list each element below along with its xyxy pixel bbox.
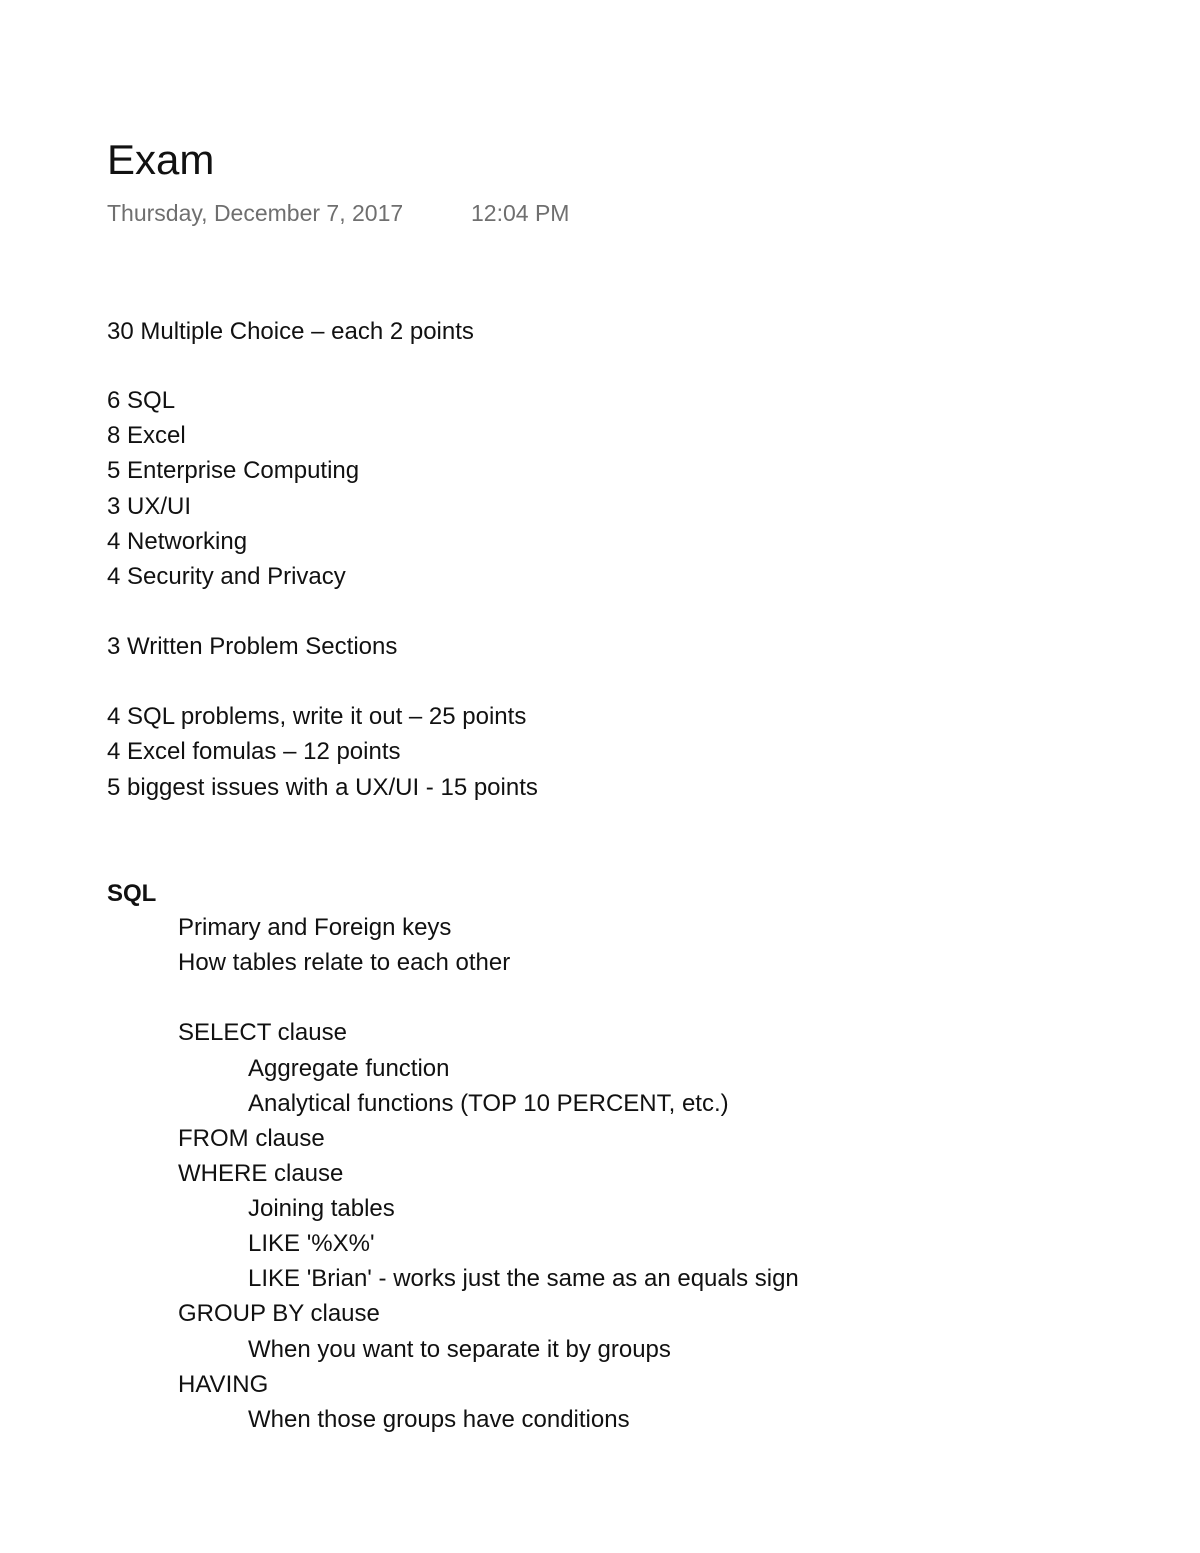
sql-like-exact: LIKE 'Brian' - works just the same as an equals sign: [248, 1265, 799, 1292]
note-date: Thursday, December 7, 2017: [107, 200, 404, 226]
written-sections-heading: 3 Written Problem Sections: [107, 633, 398, 660]
written-item: 4 Excel fomulas – 12 points: [107, 738, 401, 765]
sql-aggregate: Aggregate function: [248, 1055, 450, 1082]
sql-relations: How tables relate to each other: [178, 949, 511, 976]
sql-joining: Joining tables: [248, 1195, 395, 1222]
sql-having-clause: HAVING: [178, 1371, 269, 1398]
sql-from-clause: FROM clause: [178, 1125, 325, 1152]
sql-keys: Primary and Foreign keys: [178, 914, 452, 941]
multiple-choice-summary: 30 Multiple Choice – each 2 points: [107, 318, 474, 345]
topic-item: 8 Excel: [107, 422, 186, 449]
sql-having-desc: When those groups have conditions: [248, 1406, 630, 1433]
topic-item: 5 Enterprise Computing: [107, 457, 360, 484]
topic-item: 3 UX/UI: [107, 493, 192, 520]
sql-select-clause: SELECT clause: [178, 1019, 347, 1046]
written-item: 5 biggest issues with a UX/UI - 15 points: [107, 774, 538, 801]
topic-item: 4 Networking: [107, 528, 248, 555]
note-time: 12:04 PM: [471, 200, 570, 226]
page-title: Exam: [107, 136, 215, 183]
topic-item: 4 Security and Privacy: [107, 563, 346, 590]
sql-where-clause: WHERE clause: [178, 1160, 344, 1187]
topic-item: 6 SQL: [107, 387, 176, 414]
sql-heading: SQL: [107, 880, 157, 907]
sql-group-by-desc: When you want to separate it by groups: [248, 1336, 671, 1363]
written-item: 4 SQL problems, write it out – 25 points: [107, 703, 527, 730]
sql-group-by-clause: GROUP BY clause: [178, 1300, 380, 1327]
sql-analytical: Analytical functions (TOP 10 PERCENT, etc.): [248, 1090, 729, 1117]
sql-like-wildcard: LIKE '%X%': [248, 1230, 375, 1257]
